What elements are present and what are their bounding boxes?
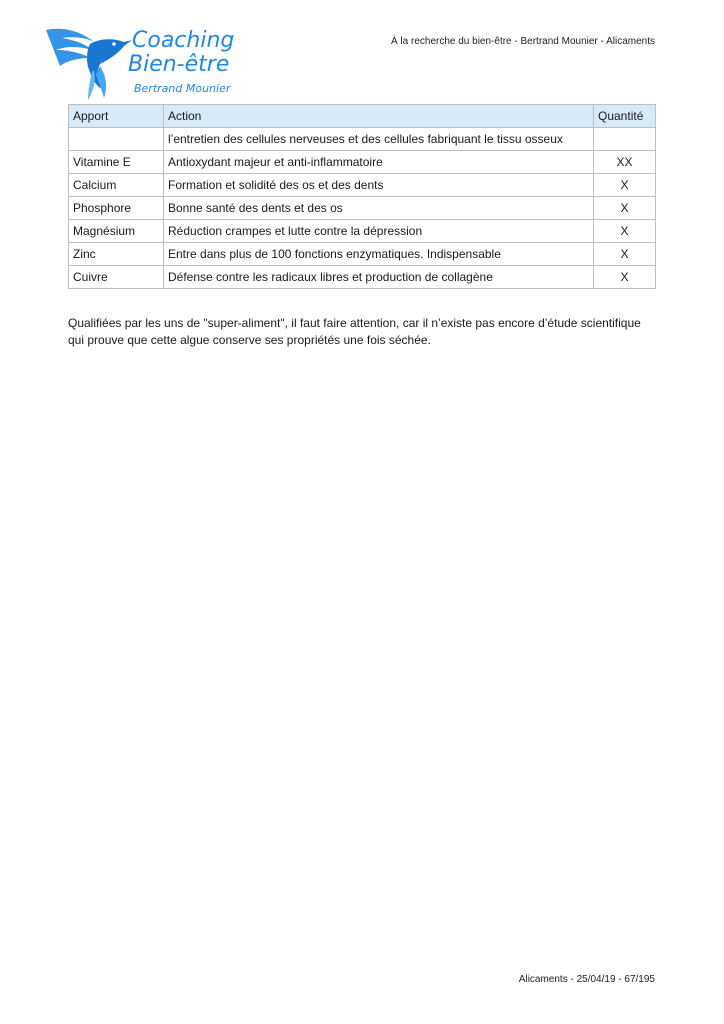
cell-apport: Phosphore xyxy=(69,197,164,220)
table-row xyxy=(69,220,656,243)
cell-apport: Magnésium xyxy=(69,220,164,243)
cell-apport: Vitamine E xyxy=(69,151,164,174)
table-row xyxy=(69,151,656,174)
logo-title-line1: Coaching xyxy=(132,28,235,53)
table-row xyxy=(69,128,656,151)
cell-action: Antioxydant majeur et anti-inflammatoire xyxy=(164,151,594,174)
nutrient-table xyxy=(68,104,656,289)
logo-subtitle: Bertrand Mounier xyxy=(134,82,231,95)
cell-quantite: X xyxy=(594,266,656,289)
cell-action: Réduction crampes et lutte contre la dépression xyxy=(164,220,594,243)
cell-action: Bonne santé des dents et des os xyxy=(164,197,594,220)
column-header-action: Action xyxy=(164,105,594,128)
cell-quantite: X xyxy=(594,220,656,243)
cell-apport: Calcium xyxy=(69,174,164,197)
cell-quantite: XX xyxy=(594,151,656,174)
page-footer: Alicaments - 25/04/19 - 67/195 xyxy=(518,974,655,985)
cell-quantite: X xyxy=(594,243,656,266)
cell-apport xyxy=(69,128,164,151)
running-header: À la recherche du bien-être - Bertrand Mounier - Alicaments xyxy=(390,36,655,47)
cell-quantite xyxy=(594,128,656,151)
body-paragraph: Qualifiées par les uns de "super-aliment", il faut faire attention, car il n’existe pas encore d’étude scientifique qui prouve que cette algue conserve ses propriétés une fois séchée. xyxy=(68,316,641,347)
logo-title-line2: Bien-être xyxy=(128,52,230,77)
cell-quantite: X xyxy=(594,197,656,220)
table-row xyxy=(69,243,656,266)
column-header-quantite: Quantité xyxy=(594,105,656,128)
logo xyxy=(44,24,244,104)
cell-action: Formation et solidité des os et des dents xyxy=(164,174,594,197)
cell-apport: Cuivre xyxy=(69,266,164,289)
table-row xyxy=(69,197,656,220)
cell-action: l’entretien des cellules nerveuses et des cellules fabriquant le tissu osseux xyxy=(164,128,594,151)
column-header-apport: Apport xyxy=(69,105,164,128)
table-header-row xyxy=(69,105,656,128)
cell-apport: Zinc xyxy=(69,243,164,266)
cell-quantite: X xyxy=(594,174,656,197)
cell-action: Défense contre les radicaux libres et production de collagène xyxy=(164,266,594,289)
hummingbird-icon xyxy=(44,24,134,104)
table-row xyxy=(69,174,656,197)
cell-action: Entre dans plus de 100 fonctions enzymatiques. Indispensable xyxy=(164,243,594,266)
table-row xyxy=(69,266,656,289)
